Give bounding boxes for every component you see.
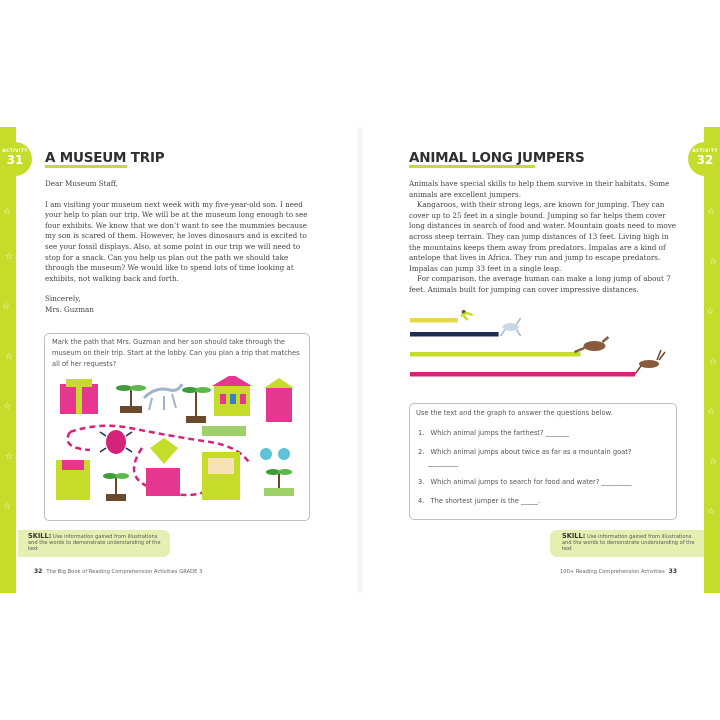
article-paragraph: Kangaroos, with their strong legs, are known for jumping. They can cover up to 25 feet in a single bound. Jumping so far helps them cover long distances in search of food and water. Mountain goats need to move across steep terrain. They can jump distances of 13 feet. Living high in the mountains keeps them away from predators. Impalas are a kind of antelope that lives in Africa. They run and jump to escape predators. Impalas can jump 33 feet in a single leap. <box>409 200 677 273</box>
article-paragraph: Animals have special skills to help them survive in their habitats. Some animals are excellent jumpers. <box>409 179 670 199</box>
impala-icon <box>635 350 665 374</box>
question-2[interactable] <box>418 447 638 469</box>
star-icon: ☆ <box>706 307 715 317</box>
question-text: Which animal jumps the farthest? _______ <box>430 429 570 437</box>
questions-intro: Use the text and the graph to answer the questions below. <box>416 409 613 417</box>
badge-number: 32 <box>696 153 714 167</box>
kangaroo-icon <box>574 337 608 352</box>
exhibit-house[interactable] <box>264 378 294 422</box>
question-number: 1. <box>418 429 425 437</box>
star-icon: ☆ <box>707 407 716 417</box>
skill-description: Use information gained from illustrations and the words to demonstrate understanding of the text <box>562 534 695 553</box>
bar-human <box>410 318 458 323</box>
exhibit-palm-tree <box>264 469 294 496</box>
question-number: 4. <box>418 497 425 505</box>
letter-greeting: Dear Museum Staff, <box>45 179 118 188</box>
mountain-goat-icon <box>501 318 521 336</box>
skill-label: SKILL: <box>562 532 586 540</box>
question-4[interactable] <box>418 496 668 507</box>
star-icon: ☆ <box>709 257 718 267</box>
star-icon: ☆ <box>3 207 12 217</box>
exhibit-book[interactable] <box>202 452 240 500</box>
star-icon: ☆ <box>3 402 12 412</box>
right-edge-strip <box>704 127 720 593</box>
page-footer <box>560 568 681 575</box>
article <box>409 179 677 296</box>
star-icon: ☆ <box>5 252 14 262</box>
map-instructions: Mark the path that Mrs. Guzman and her son should take through the museum on their trip. Start at the lobby. Can you plan a trip that matches all of her requests? <box>52 338 300 369</box>
question-text: Which animal jumps to search for food and water? _________ <box>430 478 632 486</box>
jump-distance-chart <box>409 308 674 390</box>
bar-mountain-goat <box>410 332 499 337</box>
star-icon: ☆ <box>5 352 14 362</box>
left-edge-strip <box>0 127 16 593</box>
exhibit-dinosaur-fossil[interactable] <box>144 384 182 410</box>
star-icon: ☆ <box>707 207 716 217</box>
letter-body: I am visiting your museum next week with my five-year-old son. I need your help to plan our trip. We will be at the museum long enough to see four exhibits. We know that we don’t want to see the mummies because my son is scared of them. However, he loves dinosaurs and is excited to see your fossil displays. Also, at some point in our trip we will need to stop for a snack. Can you help us plan out the path we should take through the museum? We would like to spend lots of time looking at exhibits, not walking back and forth. <box>45 199 308 283</box>
skill-text <box>562 533 698 553</box>
letter <box>45 179 317 316</box>
exhibit-gem[interactable] <box>146 438 180 496</box>
question-number: 2. <box>418 448 425 456</box>
question-text: The shortest jumper is the _____. <box>430 497 540 505</box>
bar-impala <box>410 372 635 377</box>
star-icon: ☆ <box>709 457 718 467</box>
badge-label: ACTIVITY <box>2 149 28 154</box>
badge-label: ACTIVITY <box>692 149 718 154</box>
museum-map[interactable] <box>52 376 302 514</box>
exhibit-palm-tree <box>103 473 129 501</box>
exhibit-palm-tree <box>116 385 146 413</box>
star-icon: ☆ <box>707 507 716 517</box>
snack-area[interactable] <box>260 448 290 460</box>
exhibit-stand[interactable] <box>56 460 90 500</box>
skill-label: SKILL: <box>28 532 52 540</box>
badge-number: 31 <box>6 153 24 167</box>
question-3[interactable] <box>418 477 673 488</box>
star-icon: ☆ <box>5 452 14 462</box>
skill-text <box>28 533 164 553</box>
bar-kangaroo <box>410 352 580 357</box>
exhibit-gift-box[interactable] <box>60 379 98 414</box>
page-footer <box>30 568 202 575</box>
footer-text: 100+ Reading Comprehension Activities <box>560 569 665 575</box>
exhibit-beetle[interactable] <box>100 430 132 454</box>
star-icon: ☆ <box>709 357 718 367</box>
footer-text: The Big Book of Reading Comprehension Activities GRADE 3 <box>46 569 203 575</box>
activity-badge <box>688 142 720 176</box>
page-title: ANIMAL LONG JUMPERS <box>409 150 585 166</box>
exhibit-palm-tree <box>182 387 211 423</box>
star-icon: ☆ <box>3 502 12 512</box>
question-1[interactable] <box>418 428 668 439</box>
exhibit-mummies[interactable] <box>212 376 252 416</box>
planter <box>202 426 246 436</box>
letter-closing: Sincerely, <box>45 294 81 304</box>
skill-description: Use information gained from illustrations and the words to demonstrate understanding of the text <box>28 534 161 553</box>
star-icon: ☆ <box>2 302 11 312</box>
question-text: Which animal jumps about twice as far as a mountain goat? _________ <box>428 448 632 467</box>
human-figure-icon <box>461 310 473 320</box>
question-number: 3. <box>418 478 425 486</box>
page-number: 32 <box>34 568 43 575</box>
page-number: 33 <box>668 568 677 575</box>
page-title: A MUSEUM TRIP <box>45 150 165 166</box>
article-paragraph: For comparison, the average human can make a long jump of about 7 feet. Animals built for jumping can cover impressive distances. <box>409 274 671 294</box>
letter-signature: Mrs. Guzman <box>45 304 94 314</box>
